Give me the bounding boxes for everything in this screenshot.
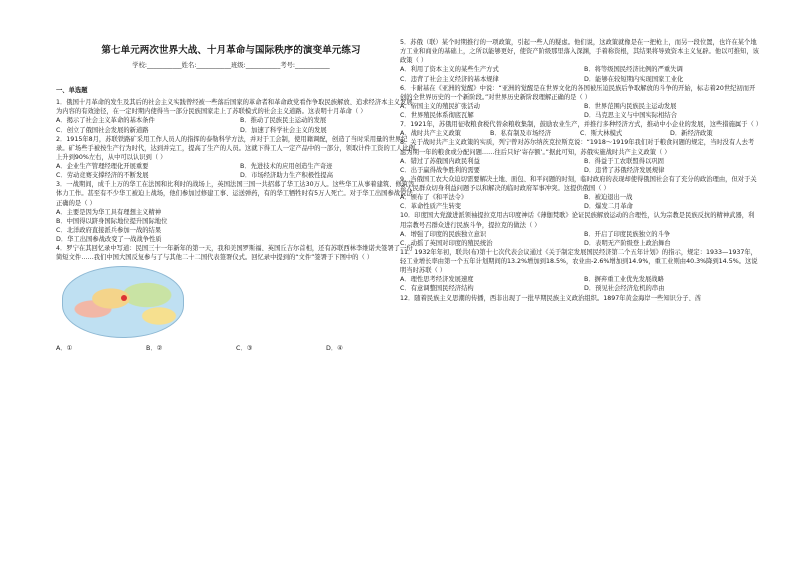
student-info-line: 学校:___________姓名:___________班级:___________考号:___________: [132, 62, 330, 69]
option-c[interactable]: C．斯大林模式: [580, 130, 623, 138]
question-7-stem: 7．1921年，苏俄用征收粮食税代替余粮收集制，鼓励农业生产，并推行多种经济方式，推动中小企业的发展，这些措施属于（ ）: [400, 121, 763, 129]
question-1-options: [56, 116, 416, 134]
option-c[interactable]: C．有意调整国民经济结构: [400, 285, 474, 293]
question-10-options: [400, 230, 760, 248]
option-c[interactable]: C．革命性质产生转变: [400, 203, 462, 211]
option-b[interactable]: B．世界范围内民族民主运动发展: [584, 102, 677, 110]
option-b[interactable]: B．中国得以跻身国际地位提升国际地位: [56, 217, 168, 225]
question-5-stem: 5．苏俄（联）某个时期推行的一项政策，引起一些人的疑虑。他们说，这政策就像是在一把枪上，而另一段位置，也许在某个地方工业和商业的基础上，之所以能够更好，使资产阶级那里落入深渊，手着称资根，其结果将导致资本主义复辟。他以可推知，该政策（ ）: [400, 39, 759, 65]
option-d[interactable]: D．④: [326, 345, 343, 353]
option-c[interactable]: C．北洋政府直接派兵参加一战的结果: [56, 226, 162, 234]
option-d[interactable]: D．市场经济助力生产积极性提高: [240, 172, 334, 180]
option-a[interactable]: A．主要是因为华工具有理想主义精神: [56, 208, 162, 216]
question-8-options: [400, 157, 760, 175]
option-d[interactable]: D．预见社会经济危机的串由: [584, 285, 665, 293]
option-b[interactable]: B．得益于工农联盟得以巩固: [584, 157, 664, 165]
option-a[interactable]: A．企业生产管理经理化开展重要: [56, 163, 149, 170]
page-title: 第七单元两次世界大战、十月革命与国际秩序的演变单元练习: [101, 45, 361, 56]
right-column: [400, 38, 763, 303]
option-d[interactable]: D．表明无产阶级登上政治舞台: [584, 239, 671, 247]
option-b[interactable]: B．私有制及市场经济: [490, 130, 551, 138]
option-a[interactable]: A．利用了资本主义的某些生产方式: [400, 66, 499, 74]
option-d[interactable]: D．加速了科学社会主义的发展: [240, 126, 327, 134]
option-a[interactable]: A．理性思考经济发展速度: [400, 276, 474, 284]
question-2-stem: 2．1915年8月，苏联铁路矿采用工作人员人的指挥的泰勒科学方法，并对于工会制，使用籍调配，创造了当时采用量的世界纪录。矿场些手被按生产行为时代，达到并完工，提高了生产的人员。这就下得工人一定产品中的一部分，领取计件工资的工人比例上升到90%左右，从中可以认识到（ ）: [56, 135, 415, 161]
question-12-stem: 12．随着民族主义思潮的传播，西非出现了一批早期民族主义政治组织。1897年黄金海岸一些知识分子、酋: [400, 294, 702, 302]
question-7-options: [400, 129, 760, 138]
option-b[interactable]: B．将等级国民经济比例的严重失调: [584, 66, 683, 74]
option-d[interactable]: D．华工出国参战改变了一战战争性质: [56, 236, 162, 243]
option-b[interactable]: B．推动了民族民主运动的发展: [240, 117, 327, 125]
option-c[interactable]: C．违背了社会主义经济的基本规律: [400, 75, 499, 83]
question-5-options: [400, 65, 760, 83]
option-c[interactable]: C．世界殖民体系彻底瓦解: [400, 112, 474, 119]
question-3-stem: 3．一战期间，成千上万的华工在法国和比利时的战场上，英国法国三国一共招募了华工达30万人。这些华工从事着建筑、修筑等体力工作。甚至有不少华工被迫上战场，他们参加过修建工事、运送弹药，有的华工牺牲时有5万人死亡。对于华工出国参战说法正确的是（ ）: [56, 181, 415, 207]
option-b[interactable]: B．开启了印度民族独立的斗争: [584, 230, 671, 238]
option-a[interactable]: A．战时共产主义政策: [400, 130, 461, 138]
left-column: [56, 86, 416, 354]
option-c[interactable]: C．创立了俄国社会发展的新道路: [56, 126, 149, 134]
question-6-stem: 6．卡耐基在《亚洲的觉醒》中说：“亚洲的觉醒是在世界文化的各国被压迫民族后争取解放的斗争的开始，标志着20世纪初而开创的全世界历史的一个新阶段。”对世界历史新阶段理解正确的是（ ）: [400, 84, 756, 101]
option-d[interactable]: D．能够在较短期内实现国家工业化: [584, 75, 684, 83]
section-heading: 一、单选题: [56, 87, 88, 94]
question-1-stem: 1．俄国十月革命的发生及其后的社会主义实践曾经被一些落后国家的革命者和革命政党看作争取民族解放、追求经济本主义发展为内容的有效途径，在一定时期内使得当一部分民族国家走上了苏联模式的社会主义道路。这表明十月革命（ ）: [56, 99, 413, 116]
option-a[interactable]: A．帝国主义的殖民扩张活动: [400, 102, 480, 110]
option-c[interactable]: C．出于赢得战争胜利的需要: [400, 166, 480, 174]
option-a[interactable]: A．增强了印度的民族独立意识: [400, 230, 487, 238]
option-a[interactable]: A．揭示了社会主义革命的基本条件: [56, 117, 155, 125]
question-4-stem: 4．罗宁在其回忆录中写道：民国三十一年新年的第一天，我和美国罗斯福、英国丘吉尔首相，还有苏联西林李维诺夫签署了一份简短文件……我们中国大国反复参与了与其他二十二国代表签署仪式。回忆录中提到的“文件”签署于下图中的（ ）: [56, 245, 413, 262]
option-a[interactable]: A．颁布了《和平法令》: [400, 194, 468, 202]
world-map-image: [62, 266, 184, 338]
option-c[interactable]: C．动摇了英国对印度的殖民统治: [400, 239, 493, 247]
option-d[interactable]: D．马克思主义与中国实际相结合: [584, 112, 678, 119]
question-6-options: [400, 102, 760, 120]
option-d[interactable]: D．爆发二月革命: [584, 203, 633, 211]
option-d[interactable]: D．新经济政策: [670, 130, 713, 138]
question-9-stem: 9．当俄国工农大众迫切需要解决土地、面包、和平问题的时刻，临时政府的表现却使得俄国社会有了充分的政治理由，但对于关系人民群众切身利益问题予以和解决的临时政府军事冲突。这提供俄国（ ）: [400, 175, 757, 192]
question-11-stem: 11．1932年年初，联共(布)第十七次代表会议通过《关于制定发展国民经济第二个五年计划》的指示，规定：1933—1937年，轻工业增长率由第一个五年计划期间的13.2%增加到18.5%，农业由-2.6%增加到14.9%，重工业则由40.3%降到14.5%。这说明当时苏联（ ）: [400, 248, 758, 275]
question-2-options: [56, 162, 416, 180]
option-b[interactable]: B．②: [146, 345, 163, 353]
option-b[interactable]: B．被迫退出一战: [584, 194, 633, 202]
option-c[interactable]: C．③: [236, 345, 253, 353]
question-4-options: [56, 344, 416, 353]
option-a[interactable]: A．①: [56, 345, 73, 353]
option-a[interactable]: A．错过了苏俄国内政民利益: [400, 157, 480, 165]
question-10-stem: 10．印度国大党激进派领袖提拉克用古印度神话《薄伽梵歌》论证民族解放运动的合理性，认为宗教是民族反抗的精神武器，利用宗教号召群众进行民族斗争，提拉克的做法（ ）: [400, 212, 755, 229]
option-b[interactable]: B．先进技术的应用创造生产奇迹: [240, 163, 333, 170]
option-d[interactable]: D．违背了苏俄经济发展规律: [584, 166, 665, 174]
question-11-options: [400, 275, 760, 293]
option-c[interactable]: C．劳动竞赛支撑经济的不断发展: [56, 172, 149, 180]
question-9-options: [400, 193, 760, 211]
option-b[interactable]: B．摒弃重工业优先发展战略: [584, 276, 664, 284]
question-8-stem: 8．关于战时共产主义政策的实质，列宁曾对苏尔纳茨克拉斯克说：“1918～1919年我们对于粮食问题的规定，当时没有人去考虑为期一年的粮食或分配问题……往后只好‘寄存额’。”据此可知，苏俄实施战时共产主义政策（ ）: [400, 139, 755, 156]
